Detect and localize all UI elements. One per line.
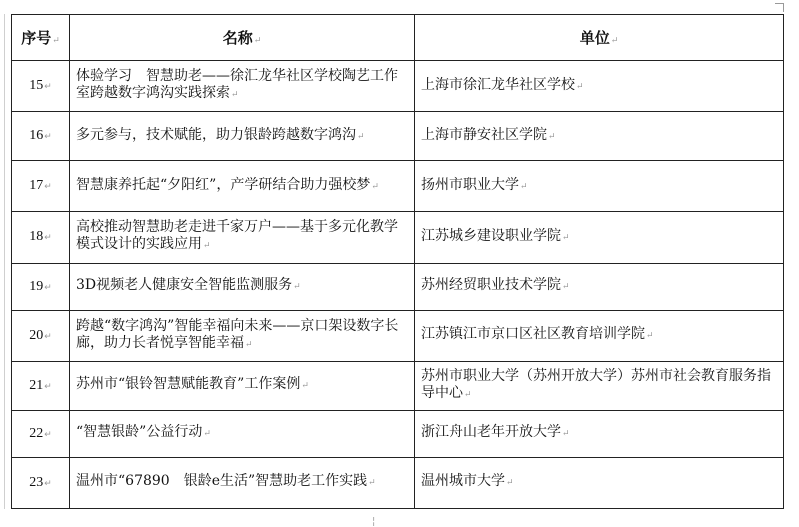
paragraph-mark: ↵ bbox=[562, 232, 570, 243]
paragraph-mark: ↵ bbox=[562, 282, 570, 293]
paragraph-mark: ↵ bbox=[231, 90, 239, 101]
table-row bbox=[12, 112, 784, 161]
row-unit-text: 上海市徐汇龙华社区学校 bbox=[421, 76, 575, 93]
row-unit bbox=[415, 161, 784, 212]
row-unit bbox=[415, 457, 784, 508]
page-corner-mark bbox=[775, 3, 784, 12]
row-name-text: 体验学习 智慧助老——徐汇龙华社区学校陶艺工作室跨越数字鸿沟实践探索 bbox=[76, 68, 398, 102]
row-index bbox=[12, 161, 70, 212]
row-unit bbox=[415, 212, 784, 263]
row-index-text: 15 bbox=[29, 78, 44, 94]
row-index-text: 23 bbox=[29, 474, 44, 490]
header-name: 名称↵ bbox=[70, 15, 415, 61]
row-index-text: 19 bbox=[29, 278, 44, 294]
paragraph-mark: ↵ bbox=[44, 477, 52, 488]
row-name-text: 苏州市“银铃智慧赋能教育”工作案例 bbox=[76, 376, 301, 393]
row-index bbox=[12, 61, 70, 112]
row-name-text: 3D视频老人健康安全智能监测服务 bbox=[76, 277, 293, 294]
page-footer-mark: ¦ bbox=[372, 516, 376, 527]
row-name bbox=[70, 112, 415, 161]
row-unit-text: 苏州经贸职业技术学院 bbox=[421, 277, 561, 294]
table-row bbox=[12, 212, 784, 263]
row-unit bbox=[415, 361, 784, 410]
row-name-text: 多元参与，技术赋能，助力银龄跨越数字鸿沟 bbox=[76, 126, 356, 143]
row-name-text: 高校推动智慧助老走进千家万户——基于多元化教学模式设计的实践应用 bbox=[76, 219, 398, 253]
paragraph-mark: ↵ bbox=[548, 131, 556, 142]
table-body bbox=[12, 61, 784, 509]
paragraph-mark: ↵ bbox=[44, 131, 52, 142]
paragraph-mark: ↵ bbox=[368, 478, 376, 489]
row-name bbox=[70, 61, 415, 112]
row-index-text: 20 bbox=[29, 327, 44, 343]
row-index bbox=[12, 112, 70, 161]
row-index bbox=[12, 263, 70, 310]
table-row bbox=[12, 263, 784, 310]
paragraph-mark: ↵ bbox=[44, 232, 52, 243]
row-name bbox=[70, 410, 415, 457]
table-row bbox=[12, 310, 784, 361]
table-row bbox=[12, 61, 784, 112]
header-unit: 单位↵ bbox=[415, 15, 784, 61]
row-index-text: 16 bbox=[29, 128, 44, 144]
project-list-table bbox=[11, 14, 784, 509]
row-name bbox=[70, 361, 415, 410]
row-name bbox=[70, 263, 415, 310]
table-row bbox=[12, 361, 784, 410]
row-name bbox=[70, 310, 415, 361]
table-row bbox=[12, 457, 784, 508]
paragraph-mark: ↵ bbox=[203, 429, 211, 440]
table-row bbox=[12, 410, 784, 457]
paragraph-mark: ↵ bbox=[44, 81, 52, 92]
row-name bbox=[70, 457, 415, 508]
row-unit-text: 扬州市职业大学 bbox=[421, 176, 519, 193]
row-unit bbox=[415, 61, 784, 112]
paragraph-mark: ↵ bbox=[44, 380, 52, 391]
paragraph-mark: ↵ bbox=[357, 131, 365, 142]
row-index bbox=[12, 212, 70, 263]
row-index-text: 17 bbox=[29, 178, 44, 194]
paragraph-mark: ↵ bbox=[44, 330, 52, 341]
left-gutter-line bbox=[4, 14, 5, 509]
row-index bbox=[12, 457, 70, 508]
row-name-text: 跨越“数字鸿沟”智能幸福向未来——京口架设数字长廊，助力长者悦享智能幸福 bbox=[76, 317, 399, 351]
row-name bbox=[70, 161, 415, 212]
paragraph-mark: ↵ bbox=[646, 331, 654, 342]
row-unit-text: 江苏城乡建设职业学院 bbox=[421, 227, 561, 244]
paragraph-mark: ↵ bbox=[203, 241, 211, 252]
paragraph-mark: ↵ bbox=[464, 389, 472, 400]
paragraph-mark: ↵ bbox=[44, 181, 52, 192]
row-unit bbox=[415, 410, 784, 457]
paragraph-mark: ↵ bbox=[371, 181, 379, 192]
paragraph-mark: ↵ bbox=[576, 81, 584, 92]
row-name bbox=[70, 212, 415, 263]
row-unit bbox=[415, 263, 784, 310]
paragraph-mark: ↵ bbox=[44, 428, 52, 439]
row-index-text: 21 bbox=[29, 377, 44, 393]
row-unit-text: 浙江舟山老年开放大学 bbox=[421, 424, 561, 441]
row-index bbox=[12, 410, 70, 457]
row-name-text: “智慧银龄”公益行动 bbox=[76, 424, 203, 441]
row-index bbox=[12, 310, 70, 361]
paragraph-mark: ↵ bbox=[301, 381, 309, 392]
header-index: 序号↵ bbox=[12, 15, 70, 61]
row-index-text: 18 bbox=[29, 229, 44, 245]
paragraph-mark: ↵ bbox=[293, 282, 301, 293]
row-unit-text: 温州城市大学 bbox=[421, 473, 505, 490]
paragraph-mark: ↵ bbox=[44, 281, 52, 292]
row-unit bbox=[415, 112, 784, 161]
row-index-text: 22 bbox=[29, 425, 44, 441]
paragraph-mark: ↵ bbox=[506, 478, 514, 489]
paragraph-mark: ↵ bbox=[562, 429, 570, 440]
table-row bbox=[12, 161, 784, 212]
row-unit bbox=[415, 310, 784, 361]
table-header-row bbox=[12, 15, 784, 61]
row-name-text: 智慧康养托起“夕阳红”，产学研结合助力强校梦 bbox=[76, 176, 371, 193]
paragraph-mark: ↵ bbox=[245, 339, 253, 350]
row-index bbox=[12, 361, 70, 410]
row-unit-text: 江苏镇江市京口区社区教育培训学院 bbox=[421, 326, 645, 343]
row-unit-text: 苏州市职业大学（苏州开放大学）苏州市社会教育服务指导中心 bbox=[421, 367, 771, 401]
row-name-text: 温州市“67890 银龄e生活”智慧助老工作实践 bbox=[76, 473, 368, 490]
row-unit-text: 上海市静安社区学院 bbox=[421, 126, 547, 143]
paragraph-mark: ↵ bbox=[520, 181, 528, 192]
